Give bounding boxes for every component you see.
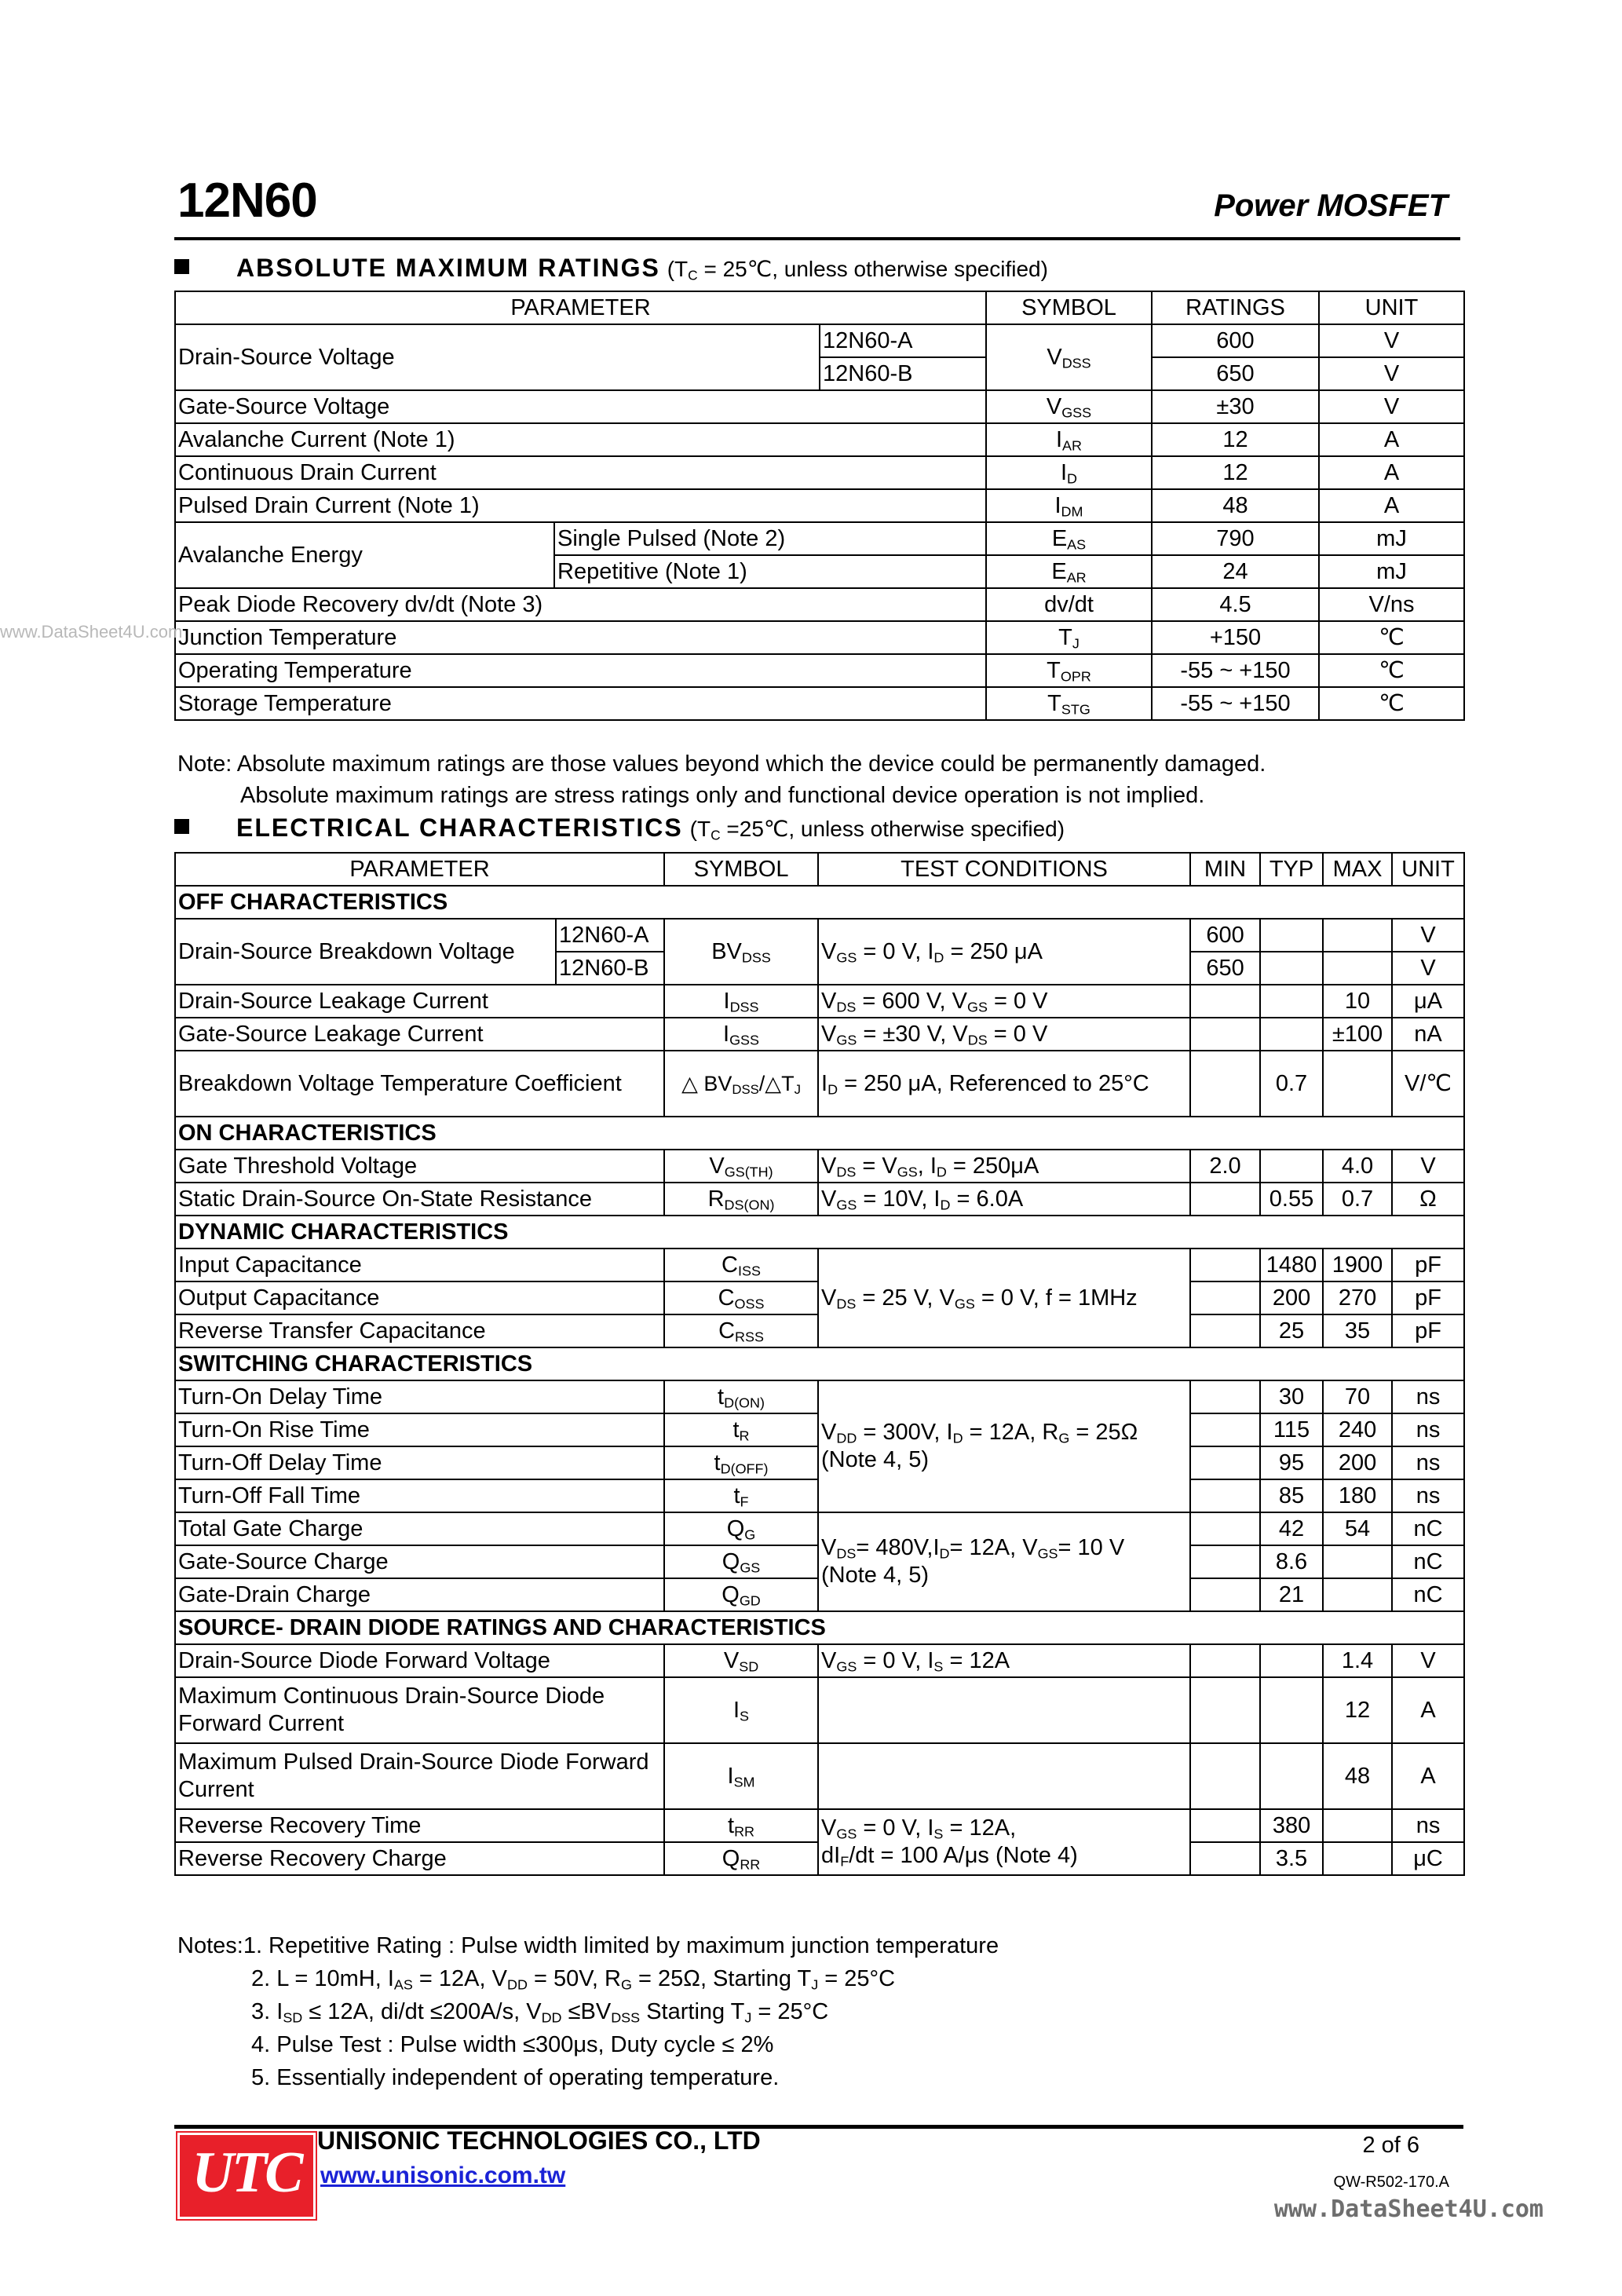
table-row	[175, 621, 1464, 654]
table-row	[175, 1051, 1464, 1117]
symbol-cell: $R_{DS(ON)}$	[664, 1183, 818, 1216]
test-cell: $V_{DS} = 25$ V, $V_{GS} = 0$ V, f = 1MHz	[818, 1249, 1190, 1347]
typ-cell: 3.5	[1260, 1842, 1323, 1875]
row-label: Turn-Off Fall Time	[175, 1479, 664, 1512]
elec-heading	[174, 813, 1065, 843]
category-title: SOURCE- DRAIN DIODE RATINGS AND CHARACTERISTICS	[175, 1611, 1464, 1644]
rating-cell: ±30	[1152, 390, 1319, 423]
row-label: Gate-Source Leakage Current	[175, 1018, 664, 1051]
row-label: Junction Temperature	[175, 621, 986, 654]
typ-cell	[1260, 919, 1323, 952]
max-cell	[1323, 1051, 1392, 1117]
category-title: OFF CHARACTERISTICS	[175, 886, 1464, 919]
symbol-cell: $T_{STG}$	[986, 687, 1152, 720]
min-cell	[1190, 1479, 1260, 1512]
table-row	[175, 1380, 1464, 1413]
table-row	[175, 1644, 1464, 1677]
rating-cell: 48	[1152, 489, 1319, 522]
max-cell: 1900	[1323, 1249, 1392, 1281]
max-cell: 240	[1323, 1413, 1392, 1446]
unit-cell: pF	[1392, 1249, 1464, 1281]
symbol-cell: $BV_{DSS}$	[664, 919, 818, 985]
row-label: Turn-Off Delay Time	[175, 1446, 664, 1479]
row-label: Output Capacitance	[175, 1281, 664, 1314]
test-cell	[818, 1677, 1190, 1743]
col-symbol: SYMBOL	[664, 853, 818, 886]
category-row	[175, 1117, 1464, 1150]
category-title: DYNAMIC CHARACTERISTICS	[175, 1216, 1464, 1249]
abs-max-heading	[174, 254, 1048, 283]
category-row	[175, 886, 1464, 919]
test-cell: $V_{GS} = 0$ V, $I_D = 250$ μA	[818, 919, 1190, 985]
max-cell	[1323, 1842, 1392, 1875]
test-cell: $V_{DD} = 300V$, $I_D = 12A$, $R_G = 25\Omega$ (Note 4, 5)	[818, 1380, 1190, 1512]
unit-cell: V	[1392, 952, 1464, 985]
min-cell	[1190, 1545, 1260, 1578]
table-row	[175, 1809, 1464, 1842]
typ-cell: 115	[1260, 1413, 1323, 1446]
variant-label: 12N60-B	[556, 952, 664, 985]
min-cell	[1190, 1809, 1260, 1842]
document-code: QW-R502-170.A	[1333, 2174, 1449, 2191]
test-cell: $V_{DS}= 480V,I_D= 12A$, $V_{GS}= 10$ V (Note 4, 5)	[818, 1512, 1190, 1611]
table-row	[175, 687, 1464, 720]
abs-max-table	[174, 291, 1465, 721]
rating-cell: 4.5	[1152, 588, 1319, 621]
symbol-cell: $T_J$	[986, 621, 1152, 654]
typ-cell: 42	[1260, 1512, 1323, 1545]
row-label: Static Drain-Source On-State Resistance	[175, 1183, 664, 1216]
row-label: Avalanche Current (Note 1)	[175, 423, 986, 456]
min-cell	[1190, 1578, 1260, 1611]
rating-cell: 650	[1152, 357, 1319, 390]
typ-cell: 85	[1260, 1479, 1323, 1512]
table-row	[175, 456, 1464, 489]
symbol-cell: △ $BV_{DSS}/\triangle T_J$	[664, 1051, 818, 1117]
category-row	[175, 1347, 1464, 1380]
max-cell	[1323, 1578, 1392, 1611]
row-label: Breakdown Voltage Temperature Coefficient	[175, 1051, 664, 1117]
elec-condition: ($T_C$ =25℃, unless otherwise specified)	[689, 817, 1065, 843]
note-line: 2. L = 10mH, $I_{AS} = 12A$, $V_{DD} = 50V$, $R_G = 25\Omega$, Starting $T_J = 25^\circ C$	[251, 1966, 896, 1993]
max-cell: ±100	[1323, 1018, 1392, 1051]
typ-cell: 8.6	[1260, 1545, 1323, 1578]
table-row	[175, 1743, 1464, 1809]
rating-cell: +150	[1152, 621, 1319, 654]
unit-cell: mJ	[1319, 522, 1464, 555]
max-cell	[1323, 1545, 1392, 1578]
test-cell: $V_{GS} = \pm 30$ V, $V_{DS} = 0$ V	[818, 1018, 1190, 1051]
unit-cell: V	[1319, 324, 1464, 357]
max-cell: 54	[1323, 1512, 1392, 1545]
unit-cell: nC	[1392, 1545, 1464, 1578]
row-label: Reverse Transfer Capacitance	[175, 1314, 664, 1347]
row-label: Maximum Pulsed Drain-Source Diode Forward Current	[175, 1743, 664, 1809]
unit-cell: ℃	[1319, 654, 1464, 687]
row-label: Gate-Source Voltage	[175, 390, 986, 423]
min-cell: 650	[1190, 952, 1260, 985]
min-cell	[1190, 1446, 1260, 1479]
col-parameter: PARAMETER	[175, 291, 986, 324]
max-cell: 10	[1323, 985, 1392, 1018]
row-label: Turn-On Rise Time	[175, 1413, 664, 1446]
rating-cell: 600	[1152, 324, 1319, 357]
unit-cell: V/℃	[1392, 1051, 1464, 1117]
note-line: 3. $I_{SD} \le 12A$, di/dt ≤200A/s, $V_{DD} \le BV_{DSS}$ Starting $T_J = 25^\circ C$	[251, 1999, 829, 2026]
row-label: Drain-Source Voltage	[175, 324, 820, 390]
row-label: Continuous Drain Current	[175, 456, 986, 489]
unit-cell: ns	[1392, 1446, 1464, 1479]
max-cell	[1323, 1809, 1392, 1842]
test-cell: $V_{GS} = 0$ V, $I_S = 12A$	[818, 1644, 1190, 1677]
sub-label: Repetitive (Note 1)	[554, 555, 986, 588]
row-label: Drain-Source Diode Forward Voltage	[175, 1644, 664, 1677]
col-max: MAX	[1323, 853, 1392, 886]
row-label: Storage Temperature	[175, 687, 986, 720]
table-row	[175, 1018, 1464, 1051]
company-name: UNISONIC TECHNOLOGIES CO., LTD	[317, 2126, 761, 2155]
symbol-cell: $V_{DSS}$	[986, 324, 1152, 390]
symbol-cell: $t_F$	[664, 1479, 818, 1512]
company-url-link[interactable]: www.unisonic.com.tw	[320, 2163, 566, 2188]
typ-cell: 380	[1260, 1809, 1323, 1842]
table-row	[175, 1150, 1464, 1183]
unit-cell: V/ns	[1319, 588, 1464, 621]
symbol-cell: $t_R$	[664, 1413, 818, 1446]
unit-cell: ns	[1392, 1479, 1464, 1512]
symbol-cell: $I_{GSS}$	[664, 1018, 818, 1051]
max-cell: 180	[1323, 1479, 1392, 1512]
row-label: Reverse Recovery Time	[175, 1809, 664, 1842]
variant-label: 12N60-A	[820, 324, 986, 357]
col-test: TEST CONDITIONS	[818, 853, 1190, 886]
row-label: Total Gate Charge	[175, 1512, 664, 1545]
unit-cell: A	[1319, 423, 1464, 456]
table-row	[175, 1183, 1464, 1216]
row-label: Avalanche Energy	[175, 522, 554, 588]
abs-max-condition: ($T_C$ = 25℃, unless otherwise specified)	[667, 257, 1048, 283]
table-row	[175, 1677, 1464, 1743]
symbol-cell: $Q_{GS}$	[664, 1545, 818, 1578]
variant-label: 12N60-A	[556, 919, 664, 952]
row-label: Drain-Source Breakdown Voltage	[175, 919, 556, 985]
symbol-cell: $C_{OSS}$	[664, 1281, 818, 1314]
note-line: 4. Pulse Test : Pulse width ≤300μs, Duty cycle ≤ 2%	[251, 2032, 774, 2057]
row-label: Gate Threshold Voltage	[175, 1150, 664, 1183]
typ-cell	[1260, 952, 1323, 985]
symbol-cell: $T_{OPR}$	[986, 654, 1152, 687]
device-type: Power MOSFET	[1214, 188, 1448, 223]
category-row	[175, 1216, 1464, 1249]
min-cell	[1190, 1380, 1260, 1413]
typ-cell: 200	[1260, 1281, 1323, 1314]
unit-cell: A	[1319, 489, 1464, 522]
table-row	[175, 423, 1464, 456]
page-number: 2 of 6	[1362, 2133, 1419, 2158]
rating-cell: 24	[1152, 555, 1319, 588]
test-cell: $V_{DS} = V_{GS}$, $I_D = 250\mu A$	[818, 1150, 1190, 1183]
max-cell	[1323, 919, 1392, 952]
min-cell	[1190, 1183, 1260, 1216]
rating-cell: 12	[1152, 423, 1319, 456]
symbol-cell: $I_S$	[664, 1677, 818, 1743]
row-label: Peak Diode Recovery dv/dt (Note 3)	[175, 588, 986, 621]
unit-cell: Ω	[1392, 1183, 1464, 1216]
col-parameter: PARAMETER	[175, 853, 664, 886]
max-cell: 48	[1323, 1743, 1392, 1809]
category-row	[175, 1611, 1464, 1644]
rating-cell: 12	[1152, 456, 1319, 489]
symbol-cell: $I_D$	[986, 456, 1152, 489]
table-row	[175, 654, 1464, 687]
min-cell	[1190, 1018, 1260, 1051]
test-cell	[818, 1743, 1190, 1809]
unit-cell: V	[1319, 357, 1464, 390]
table-row	[175, 588, 1464, 621]
symbol-cell: dv/dt	[986, 588, 1152, 621]
unit-cell: nA	[1392, 1018, 1464, 1051]
category-title: ON CHARACTERISTICS	[175, 1117, 1464, 1150]
row-label: Input Capacitance	[175, 1249, 664, 1281]
row-label: Operating Temperature	[175, 654, 986, 687]
unit-cell: V	[1392, 1150, 1464, 1183]
unit-cell: V	[1392, 919, 1464, 952]
unit-cell: nC	[1392, 1578, 1464, 1611]
table-row	[175, 985, 1464, 1018]
min-cell	[1190, 1051, 1260, 1117]
typ-cell: 95	[1260, 1446, 1323, 1479]
unit-cell: A	[1392, 1743, 1464, 1809]
unit-cell: pF	[1392, 1314, 1464, 1347]
test-cell: $V_{DS} = 600$ V, $V_{GS} = 0$ V	[818, 985, 1190, 1018]
bullet-square-icon	[174, 819, 189, 834]
table-row	[175, 489, 1464, 522]
max-cell: 12	[1323, 1677, 1392, 1743]
symbol-cell: $I_{AR}$	[986, 423, 1152, 456]
symbol-cell: $E_{AR}$	[986, 555, 1152, 588]
unit-cell: A	[1319, 456, 1464, 489]
unit-cell: ns	[1392, 1413, 1464, 1446]
typ-cell: 0.7	[1260, 1051, 1323, 1117]
table-row	[175, 522, 1464, 555]
max-cell: 0.7	[1323, 1183, 1392, 1216]
unit-cell: A	[1392, 1677, 1464, 1743]
row-label: Gate-Source Charge	[175, 1545, 664, 1578]
symbol-cell: $I_{SM}$	[664, 1743, 818, 1809]
table-row	[175, 390, 1464, 423]
watermark-left: www.DataSheet4U.com	[0, 622, 183, 642]
symbol-cell: $Q_{GD}$	[664, 1578, 818, 1611]
symbol-cell: $V_{SD}$	[664, 1644, 818, 1677]
rating-cell: 790	[1152, 522, 1319, 555]
min-cell	[1190, 1281, 1260, 1314]
unit-cell: V	[1392, 1644, 1464, 1677]
table-header-row	[175, 291, 1464, 324]
max-cell: 1.4	[1323, 1644, 1392, 1677]
min-cell	[1190, 1314, 1260, 1347]
min-cell	[1190, 1842, 1260, 1875]
min-cell: 600	[1190, 919, 1260, 952]
table-row	[175, 919, 1464, 952]
max-cell: 200	[1323, 1446, 1392, 1479]
unit-cell: V	[1319, 390, 1464, 423]
bullet-square-icon	[174, 259, 189, 274]
symbol-cell: $I_{DSS}$	[664, 985, 818, 1018]
symbol-cell: $t_{D(ON)}$	[664, 1380, 818, 1413]
header-rule	[174, 237, 1460, 240]
row-label: Turn-On Delay Time	[175, 1380, 664, 1413]
unit-cell: ns	[1392, 1380, 1464, 1413]
unit-cell: nC	[1392, 1512, 1464, 1545]
table-row	[175, 1249, 1464, 1281]
typ-cell	[1260, 1150, 1323, 1183]
symbol-cell: $C_{RSS}$	[664, 1314, 818, 1347]
typ-cell	[1260, 985, 1323, 1018]
variant-label: 12N60-B	[820, 357, 986, 390]
min-cell	[1190, 1413, 1260, 1446]
row-label: Reverse Recovery Charge	[175, 1842, 664, 1875]
unit-cell: pF	[1392, 1281, 1464, 1314]
unit-cell: μC	[1392, 1842, 1464, 1875]
typ-cell: 30	[1260, 1380, 1323, 1413]
abs-max-title: ABSOLUTE MAXIMUM RATINGS	[236, 254, 660, 282]
min-cell	[1190, 1677, 1260, 1743]
unit-cell: mJ	[1319, 555, 1464, 588]
typ-cell	[1260, 1743, 1323, 1809]
max-cell	[1323, 952, 1392, 985]
max-cell: 4.0	[1323, 1150, 1392, 1183]
symbol-cell: $V_{GS(TH)}$	[664, 1150, 818, 1183]
rating-cell: -55 ~ +150	[1152, 687, 1319, 720]
min-cell: 2.0	[1190, 1150, 1260, 1183]
table-row	[175, 324, 1464, 357]
typ-cell: 1480	[1260, 1249, 1323, 1281]
col-typ: TYP	[1260, 853, 1323, 886]
symbol-cell: $V_{GSS}$	[986, 390, 1152, 423]
unit-cell: ns	[1392, 1809, 1464, 1842]
typ-cell	[1260, 1018, 1323, 1051]
test-cell: $V_{GS} = 10V$, $I_D = 6.0A$	[818, 1183, 1190, 1216]
min-cell	[1190, 1249, 1260, 1281]
electrical-table	[174, 852, 1465, 1876]
min-cell	[1190, 1743, 1260, 1809]
category-title: SWITCHING CHARACTERISTICS	[175, 1347, 1464, 1380]
watermark-bottom: www.DataSheet4U.com	[1273, 2195, 1543, 2223]
test-cell: $V_{GS} = 0$ V, $I_S = 12A$, $dI_F/dt = 100$ A/μs (Note 4)	[818, 1809, 1190, 1875]
row-label: Maximum Continuous Drain-Source Diode Forward Current	[175, 1677, 664, 1743]
row-label: Drain-Source Leakage Current	[175, 985, 664, 1018]
symbol-cell: $t_{RR}$	[664, 1809, 818, 1842]
test-cell: $I_D = 250$ μA, Referenced to 25°C	[818, 1051, 1190, 1117]
max-cell: 70	[1323, 1380, 1392, 1413]
unit-cell: ℃	[1319, 621, 1464, 654]
abs-note-2: Absolute maximum ratings are stress ratings only and functional device operation is not implied.	[240, 783, 1205, 808]
col-unit: UNIT	[1319, 291, 1464, 324]
col-symbol: SYMBOL	[986, 291, 1152, 324]
logo-text: UTC	[192, 2141, 301, 2205]
sub-label: Single Pulsed (Note 2)	[554, 522, 986, 555]
col-ratings: RATINGS	[1152, 291, 1319, 324]
symbol-cell: $I_{DM}$	[986, 489, 1152, 522]
min-cell	[1190, 1512, 1260, 1545]
col-min: MIN	[1190, 853, 1260, 886]
min-cell	[1190, 985, 1260, 1018]
symbol-cell: $C_{ISS}$	[664, 1249, 818, 1281]
symbol-cell: $t_{D(OFF)}$	[664, 1446, 818, 1479]
typ-cell: 21	[1260, 1578, 1323, 1611]
elec-title: ELECTRICAL CHARACTERISTICS	[236, 813, 683, 842]
typ-cell	[1260, 1677, 1323, 1743]
typ-cell	[1260, 1644, 1323, 1677]
table-row	[175, 1512, 1464, 1545]
max-cell: 270	[1323, 1281, 1392, 1314]
typ-cell: 25	[1260, 1314, 1323, 1347]
symbol-cell: $Q_{RR}$	[664, 1842, 818, 1875]
max-cell: 35	[1323, 1314, 1392, 1347]
rating-cell: -55 ~ +150	[1152, 654, 1319, 687]
table-header-row	[175, 853, 1464, 886]
abs-note-1: Note: Absolute maximum ratings are those values beyond which the device could be permanently damaged.	[177, 751, 1266, 777]
col-unit: UNIT	[1392, 853, 1464, 886]
note-line: Notes:1. Repetitive Rating : Pulse width limited by maximum junction temperature	[177, 1933, 999, 1958]
typ-cell: 0.55	[1260, 1183, 1323, 1216]
symbol-cell: $Q_G$	[664, 1512, 818, 1545]
note-line: 5. Essentially independent of operating temperature.	[251, 2065, 780, 2090]
utc-logo	[177, 2133, 316, 2219]
part-number: 12N60	[177, 174, 317, 228]
symbol-cell: $E_{AS}$	[986, 522, 1152, 555]
row-label: Gate-Drain Charge	[175, 1578, 664, 1611]
min-cell	[1190, 1644, 1260, 1677]
unit-cell: μA	[1392, 985, 1464, 1018]
row-label: Pulsed Drain Current (Note 1)	[175, 489, 986, 522]
unit-cell: ℃	[1319, 687, 1464, 720]
